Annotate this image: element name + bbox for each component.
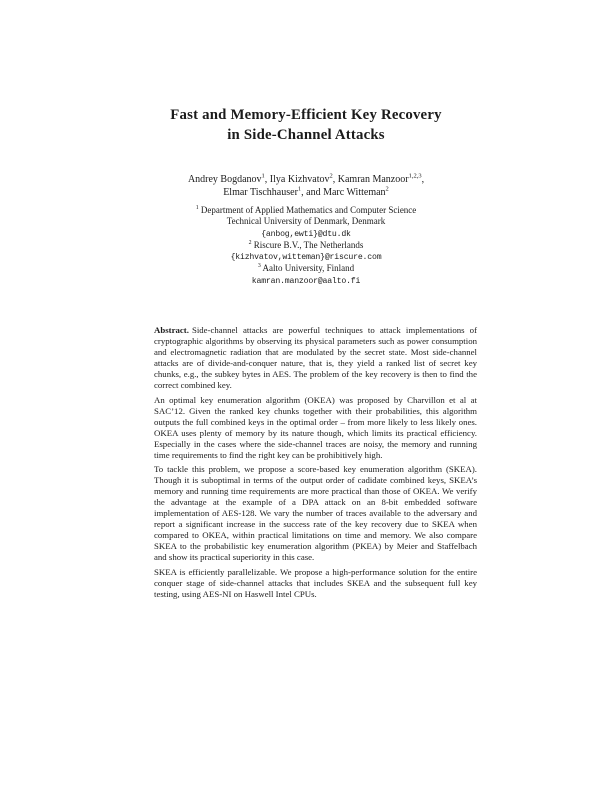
author-name: , Kamran Manzoor — [332, 174, 409, 185]
affiliation-email — [119, 228, 493, 240]
affiliation-text: Riscure B.V., The Netherlands — [253, 239, 364, 250]
affiliation-line — [119, 240, 493, 251]
paper-title-line-2: in Side-Channel Attacks — [227, 127, 385, 143]
affiliation-email — [119, 251, 493, 263]
author-affiliation-marker: 1 — [261, 172, 265, 180]
affiliations-block — [119, 205, 493, 287]
author-name: Andrey Bogdanov — [187, 174, 262, 185]
email-text: kamran.manzoor@aalto.fi — [251, 276, 361, 286]
affiliation-line — [119, 205, 493, 216]
abstract-paragraph-3: To tackle this problem, we propose a score-based key enumeration algorithm (SKEA). Though it is suboptimal in terms of the output order of cadidate combined keys, SKEA’s memory and running time requirements are more practical than those of OKEA. We verify the advantage at the example of a DPA attack on an 8-bit embedded software implementation of AES-128. We vary the number of traces available to the adversary and report a significant increase in the success rate of the key recovery due to SKEA when compared to OKEA, within practical limitations on time and memory. We also compare SKEA to the probabilistic key enumeration algorithm (PKEA) by Meier and Staffelbach and show its practical superiority in this case. — [154, 464, 477, 562]
author-affiliation-marker: 2 — [385, 185, 389, 193]
affiliation-marker: 2 — [248, 239, 252, 246]
affiliation-marker: 1 — [195, 205, 199, 211]
affiliation-marker: 3 — [257, 263, 261, 270]
abstract-paragraph-4: SKEA is efficiently parallelizable. We propose a high-performance solution for the entire conquer stage of side-channel attacks that includes SKEA and the subsequent full key testing, using AES-NI on Haswell Intel CPUs. — [154, 566, 477, 599]
abstract-paragraph-1 — [154, 325, 477, 391]
abstract-block — [154, 325, 477, 603]
abstract-paragraph-2: An optimal key enumeration algorithm (OKEA) was proposed by Charvillon et al at SAC’12. Given the ranked key chunks together with their probabilities, this algorithm outputs the full combined keys in the optimal order – from more likely to less likely ones. OKEA uses plenty of memory by its nature though, which limits its practical efficiency. Especially in the cases where the side-channel traces are noisy, the memory and running time requirements to find the right key can be prohibitively high. — [154, 394, 477, 460]
author-list — [119, 173, 493, 199]
abstract-heading: Abstract. — [154, 325, 189, 335]
paper-title — [134, 105, 478, 145]
affiliation-text: Department of Applied Mathematics and Computer Science — [200, 205, 417, 215]
author-affiliation-marker: 2 — [329, 172, 333, 180]
author-name: , and Marc Witteman — [301, 187, 386, 198]
affiliation-line — [119, 263, 493, 274]
affiliation-line — [119, 216, 493, 227]
author-line-2 — [119, 186, 493, 199]
author-line-1 — [119, 173, 493, 186]
author-name: Elmar Tischhauser — [223, 187, 298, 198]
author-separator: , — [421, 174, 425, 185]
paper-title-line-1: Fast and Memory-Efficient Key Recovery — [170, 107, 442, 123]
author-affiliation-marker: 1,2,3 — [408, 172, 422, 180]
affiliation-email — [119, 275, 493, 287]
affiliation-text: Technical University of Denmark, Denmark — [226, 216, 386, 227]
email-text: {anbog,ewti}@dtu.dk — [261, 229, 351, 239]
abstract-text: Side-channel attacks are powerful techniques to attack implementations of cryptographic algorithms by observing its physical parameters such as power consumption and electromagnetic radiation that are modulated by the secret state. Most side-channel attacks are of divide-and-conquer nature, that is, they yield a ranked list of secret key chunks, e.g., the subkey bytes in AES. The problem of the key recovery is then to find the correct combined key. — [154, 325, 477, 390]
email-text: {kizhvatov,witteman}@riscure.com — [230, 253, 382, 263]
affiliation-text: Aalto University, Finland — [262, 263, 355, 274]
author-name: , Ilya Kizhvatov — [264, 174, 330, 185]
author-affiliation-marker: 1 — [297, 185, 302, 193]
